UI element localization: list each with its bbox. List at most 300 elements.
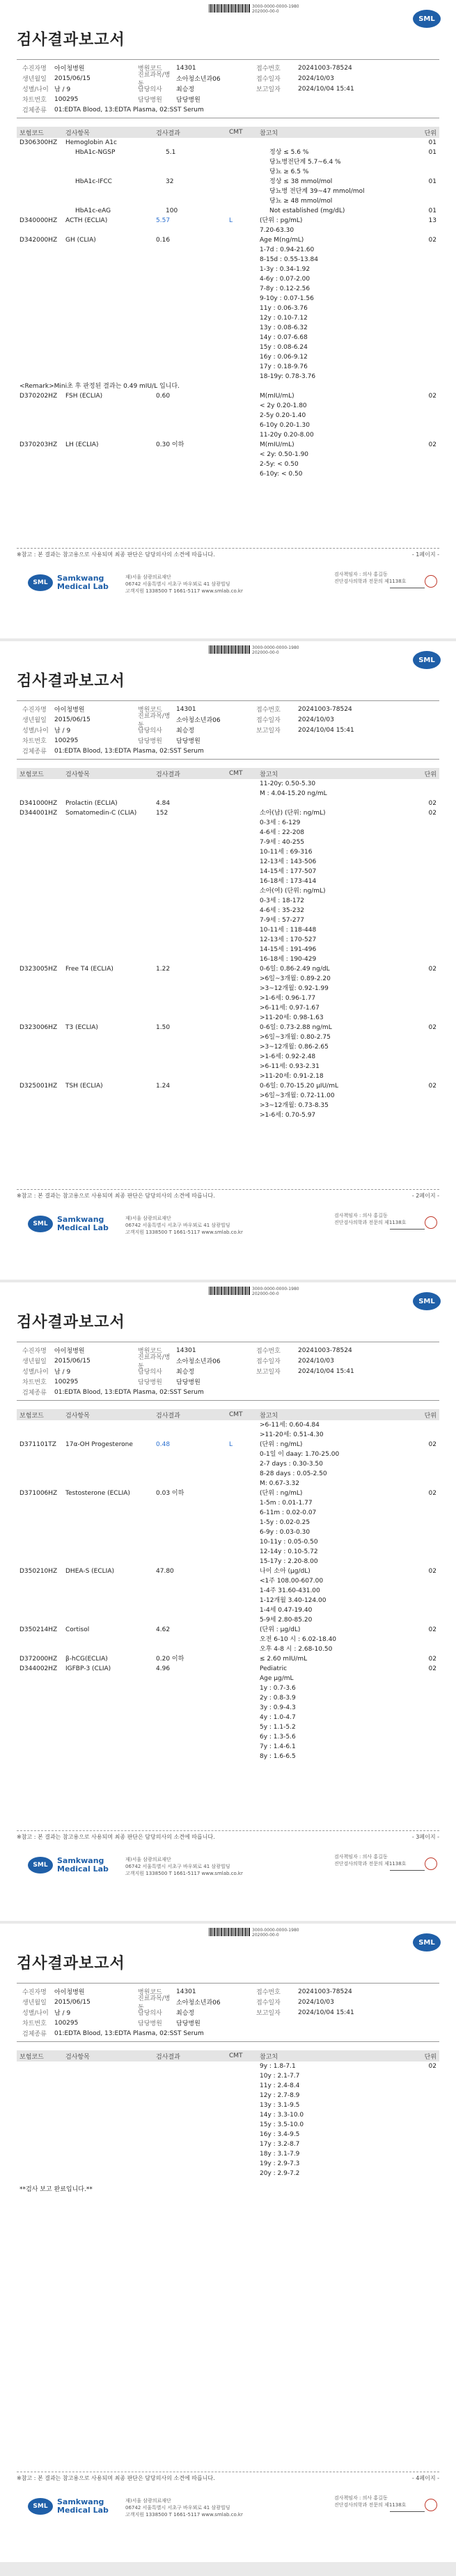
lab-name-1: Samkwang [57, 2497, 104, 2506]
ref-line: >1-6세: 0.92-2.48 [260, 1053, 316, 1060]
row-ref [269, 177, 420, 206]
row-unit: 02 [428, 810, 437, 817]
sml-circle-logo: SML [28, 2498, 53, 2515]
ref-line: 2-5y 0.20-1.40 [260, 412, 306, 419]
info-row [17, 1345, 439, 1356]
ref-line: 1-5y : 0.02-0.25 [260, 1519, 310, 1526]
table-header [17, 2050, 439, 2061]
info-cell: 14301 [176, 1988, 196, 1995]
info-row [17, 63, 439, 73]
row-code: D342000HZ [19, 237, 58, 244]
info-cell: 2015/06/15 [54, 716, 91, 723]
lab-address-line: 재)서울 삼광의료재단 [125, 1857, 171, 1862]
info-cell: 담당병원 [138, 1379, 162, 1386]
row-cmt [239, 177, 269, 206]
ref-line: 15y : 0.08-6.24 [260, 344, 308, 351]
info-cell: 수진자명 [22, 1348, 47, 1355]
info-cell: 남 / 9 [54, 86, 71, 93]
ref-line: 10y : 2.1-7.7 [260, 2073, 300, 2080]
row-name: Testosterone (ECLIA) [65, 1490, 130, 1497]
row-ref [260, 1566, 420, 1625]
row-cmt [229, 235, 260, 382]
top-code-line: 3000-0000-0000-1980 [252, 4, 299, 9]
row-cmt [229, 1489, 260, 1566]
info-cell: 2024/10/04 15:41 [298, 1367, 354, 1375]
table-row [17, 216, 439, 235]
row-ref [260, 964, 420, 1023]
row-unit [420, 1420, 439, 1440]
row-cmt [229, 440, 260, 479]
ref-line: 16-18세 : 173-414 [260, 878, 317, 885]
ref-line: 7-9세 : 40-255 [260, 839, 305, 846]
ref-line: 16y : 0.06-9.12 [260, 354, 308, 361]
row-result: 0.30 이하 [156, 441, 184, 448]
header-unit: 단위 [424, 771, 437, 778]
info-cell: 남 / 9 [54, 728, 71, 735]
info-row [17, 1376, 439, 1387]
ref-line: 8-15d : 0.55-13.84 [260, 256, 318, 263]
ref-line: 11-20y: 0.50-5.30 [260, 780, 316, 787]
row-cmt [239, 206, 269, 216]
ref-line: <1주 108.00-607.00 [260, 1578, 324, 1585]
ref-line: 10-11y : 0.05-0.50 [260, 1539, 318, 1546]
lab-address-line: 06742 서울특별시 서초구 바우뫼로 41 삼광빌딩 [125, 2505, 230, 2511]
lab-logo [28, 574, 109, 591]
info-cell: 2024/10/04 15:41 [298, 726, 354, 734]
header-ref: 참고치 [260, 1412, 278, 1420]
header-name: 검사항목 [65, 2053, 90, 2061]
row-result: 0.16 [156, 237, 171, 244]
ref-line: Age M(ng/mL) [260, 237, 304, 244]
ref-line: (단위 : ng/mL) [260, 1490, 303, 1497]
info-cell: 소아청소년과06 [176, 717, 221, 724]
ref-line: 4y : 1.0-4.7 [260, 1714, 296, 1721]
info-cell: 남 / 9 [54, 2010, 71, 2017]
info-cell: 2024/10/03 [298, 74, 334, 82]
row-ref [260, 779, 420, 799]
info-cell: 차트번호 [22, 1379, 47, 1386]
sml-logo: SML [413, 1933, 441, 1951]
info-row [17, 1986, 439, 1997]
ref-line: (단위 : ng/mL) [260, 1441, 303, 1448]
info-cell: 검체종류 [22, 2031, 47, 2038]
info-cell: 접수번호 [256, 65, 281, 72]
ref-line: M: 0.67-3.32 [260, 1480, 299, 1487]
signature-line: 진단검사의학과 전문의 제1138호 [334, 2502, 407, 2508]
page-number: - 1페이지 - [411, 551, 439, 558]
ref-line: 5-9세 2.80-85.20 [260, 1617, 313, 1624]
page-title: 검사결과보고서 [17, 1314, 125, 1331]
info-cell: 소아청소년과06 [176, 1358, 221, 1365]
row-ref [260, 1440, 420, 1489]
sml-logo: SML [413, 651, 441, 669]
info-cell: 검체종류 [22, 107, 47, 114]
row-ref [260, 2061, 420, 2178]
info-cell: 담당의사 [138, 728, 162, 735]
row-name: Hemoglobin A1c [65, 139, 117, 146]
footnote: ※참고 : 본 결과는 참고용으로 사용되며 최종 판단은 담당의사의 소견에 따릅니다. [17, 551, 215, 558]
info-cell: 보고일자 [256, 728, 281, 735]
top-code [252, 645, 299, 655]
ref-line: 15y : 3.5-10.0 [260, 2121, 304, 2128]
sml-circle-logo: SML [28, 1216, 53, 1232]
ref-line: >1-6세: 0.96-1.77 [260, 995, 316, 1002]
row-code: D370203HZ [19, 441, 58, 448]
info-cell: 20241003-78524 [298, 1988, 352, 1995]
signature-line: 검사책임자 : 의사 홍길동 [334, 1854, 388, 1860]
ref-line: M : 4.04-15.20 ng/mL [260, 790, 327, 797]
ref-line: >6일~3개월: 0.72-11.00 [260, 1092, 335, 1099]
info-row [17, 746, 439, 756]
info-cell: 아이청병원 [54, 65, 85, 72]
table-header [17, 127, 439, 138]
lab-name-2: Medical Lab [57, 1223, 109, 1232]
ref-line: >11-20세: 0.91-2.18 [260, 1073, 324, 1080]
ref-line: 0-6일: 0.86-2.49 ng/dL [260, 966, 330, 973]
table-row [17, 1654, 439, 1664]
info-cell: 담당병원 [176, 2020, 201, 2027]
ref-line: < 2y 0.20-1.80 [260, 402, 307, 409]
row-code: D350214HZ [19, 1626, 58, 1633]
info-cell: 2024/10/04 15:41 [298, 85, 354, 93]
row-ref [260, 1625, 420, 1654]
info-cell: 아이청병원 [54, 1348, 85, 1355]
row-unit: 02 [428, 966, 437, 973]
row-unit: 13 [428, 217, 437, 224]
header-cmt: CMT [229, 2052, 243, 2059]
row-ref [260, 138, 420, 148]
barcode [209, 1287, 251, 1295]
lab-name-1: Samkwang [57, 574, 104, 583]
row-cmt: L [229, 217, 233, 224]
table-row [17, 808, 439, 886]
row-unit: 02 [428, 1626, 437, 1633]
row-cmt [229, 964, 260, 1023]
report-page [0, 1282, 456, 1924]
info-cell: 접수일자 [256, 2000, 281, 2006]
info-cell: 담당병원 [176, 738, 201, 745]
info-row [17, 725, 439, 735]
row-name: ACTH (ECLIA) [65, 217, 108, 224]
ref-line: >3~12개월: 0.73-8.35 [260, 1102, 329, 1109]
row-result [156, 2061, 229, 2178]
ref-line: 2y : 0.8-3.9 [260, 1695, 296, 1702]
lab-address-line: 06742 서울특별시 서초구 바우뫼로 41 삼광빌딩 [125, 581, 230, 587]
info-cell: 01:EDTA Blood, 13:EDTA Plasma, 02:SST Serum [54, 747, 204, 755]
header-code: 보험코드 [19, 2053, 44, 2061]
row-code [17, 148, 65, 177]
info-cell: 20241003-78524 [298, 705, 352, 713]
row-code [17, 886, 65, 964]
ref-line: 정상 ≤ 5.6 % [269, 149, 309, 156]
info-cell: 성별/나이 [22, 86, 49, 93]
info-cell: 차트번호 [22, 2020, 47, 2027]
row-ref [260, 216, 420, 235]
signature-line: 진단검사의학과 전문의 제1138호 [334, 579, 407, 584]
info-cell: 남 / 9 [54, 1369, 71, 1376]
info-cell: 01:EDTA Blood, 13:EDTA Plasma, 02:SST Serum [54, 2029, 204, 2037]
info-cell: 2024/10/03 [298, 716, 334, 723]
info-cell: 14301 [176, 64, 196, 72]
stamp-icon [425, 2499, 437, 2511]
divider [17, 548, 439, 549]
row-unit: 02 [428, 237, 437, 244]
top-code [252, 4, 299, 14]
info-row [17, 1995, 439, 2011]
ref-line: 17y : 3.2-8.7 [260, 2141, 300, 2148]
info-cell: 진료과목/병동 [138, 712, 171, 729]
remark: <Remark>Mini초 후 판정된 결과는 0.49 mIU/L 입니다. [19, 383, 180, 390]
row-name: 17α-OH Progesterone [65, 1441, 133, 1448]
report-page [0, 1924, 456, 2565]
row-unit: 02 [428, 1024, 437, 1031]
ref-line: 1-12개월 3.40-124.00 [260, 1597, 327, 1604]
row-cmt [229, 1654, 260, 1664]
top-code-line: 202000-00-0 [252, 650, 279, 655]
lab-address-line: 고객지원 1338500 T 1661-5117 www.smlab.co.kr [125, 1230, 243, 1235]
top-code-line: 3000-0000-0000-1980 [252, 1928, 299, 1933]
row-unit: 01 [428, 207, 437, 214]
info-cell: 성별/나이 [22, 1369, 49, 1376]
info-cell: 병원코드 [138, 1989, 162, 1996]
header-code: 보험코드 [19, 771, 44, 778]
sml-logo: SML [413, 1292, 441, 1310]
lab-name [57, 1216, 109, 1232]
lab-name-2: Medical Lab [57, 2506, 109, 2515]
row-cmt [229, 391, 260, 440]
row-name: Free T4 (ECLIA) [65, 966, 113, 973]
table-header [17, 1409, 439, 1420]
row-code: D325001HZ [19, 1083, 58, 1090]
row-result: 100 [166, 207, 178, 214]
info-row [17, 84, 439, 94]
ref-line: 14y : 3.3-10.0 [260, 2112, 304, 2119]
ref-line: 8-28 days : 0.05-2.50 [260, 1470, 327, 1477]
row-name [65, 1420, 156, 1440]
stamp-icon [425, 575, 437, 588]
info-cell: 접수번호 [256, 1348, 281, 1355]
table-row [17, 1420, 439, 1440]
row-ref [260, 1664, 420, 1761]
info-cell: 소아청소년과06 [176, 2000, 221, 2006]
ref-line: 11y : 2.4-8.4 [260, 2082, 300, 2089]
ref-line: 19y : 2.9-7.3 [260, 2160, 300, 2167]
signature-icon [390, 1860, 425, 1871]
row-code: D306300HZ [19, 139, 58, 146]
top-code-line: 3000-0000-0000-1980 [252, 1287, 299, 1291]
signature-line: 검사책임자 : 의사 홍길동 [334, 1213, 388, 1218]
ref-line: 1-4주 31.60-431.00 [260, 1587, 320, 1594]
header-cmt: CMT [229, 1411, 243, 1418]
info-cell: 생년월일 [22, 2000, 47, 2006]
row-unit: 01 [428, 139, 437, 146]
info-cell: 차트번호 [22, 738, 47, 745]
row-cmt [229, 1625, 260, 1654]
ref-line: Not established (mg/dL) [269, 207, 345, 214]
signature-line: 진단검사의학과 전문의 제1138호 [334, 1220, 407, 1225]
row-cmt [229, 886, 260, 964]
info-cell: 2024/10/04 15:41 [298, 2009, 354, 2016]
page-number: - 3페이지 - [411, 1834, 439, 1840]
row-cmt [239, 148, 269, 177]
ref-line: 6y : 1.3-5.6 [260, 1734, 296, 1741]
row-name [65, 779, 156, 799]
info-cell: 생년월일 [22, 1358, 47, 1365]
info-cell: 담당의사 [138, 2010, 162, 2017]
lab-name [57, 1857, 109, 1874]
ref-line: 7-9세 : 57-277 [260, 917, 305, 924]
ref-line: 2-5y: < 0.50 [260, 461, 299, 468]
info-cell: 2024/10/03 [298, 1998, 334, 2006]
ref-line: 0-3세 : 18-172 [260, 897, 305, 904]
info-cell: 20241003-78524 [298, 1346, 352, 1354]
row-code: D371006HZ [19, 1490, 58, 1497]
row-code [17, 1420, 65, 1440]
ref-line: 당뇨 ≥ 48 mmol/mol [269, 198, 333, 205]
info-cell: 진료과목/병동 [138, 1353, 171, 1370]
table-row [17, 1023, 439, 1081]
info-cell: 검체종류 [22, 1390, 47, 1397]
ref-line: 당뇨병 전단계 39~47 mmol/mol [269, 188, 365, 195]
signature-icon [390, 1219, 425, 1230]
ref-line: 12y : 0.10-7.12 [260, 315, 308, 322]
info-cell: 100295 [54, 1378, 79, 1385]
info-row [17, 712, 439, 729]
ref-line: 18-19y: 0.78-3.76 [260, 373, 316, 380]
row-cmt [229, 808, 260, 886]
barcode [209, 1928, 251, 1936]
info-cell: 검체종류 [22, 748, 47, 755]
ref-line: 6-10y: < 0.50 [260, 471, 303, 478]
patient-info [17, 700, 439, 760]
row-ref [260, 1023, 420, 1081]
stamp-icon [425, 1216, 437, 1229]
row-ref [260, 1654, 420, 1664]
info-cell: 수진자명 [22, 1989, 47, 1996]
info-cell: 최승정 [176, 2010, 195, 2017]
row-unit: 02 [428, 2063, 437, 2070]
row-result: 5.1 [166, 149, 176, 156]
row-result: 47.80 [156, 1568, 174, 1575]
row-result [156, 779, 229, 799]
signature-icon [390, 578, 425, 588]
header-cmt: CMT [229, 129, 243, 136]
table-row [17, 177, 439, 206]
row-code: D372000HZ [19, 1656, 58, 1663]
lab-logo [28, 1216, 109, 1232]
info-cell: 차트번호 [22, 97, 47, 104]
ref-line: 1-7d : 0.94-21.60 [260, 246, 315, 253]
info-cell: 담당의사 [138, 86, 162, 93]
patient-info [17, 1983, 439, 2042]
table-row [17, 148, 439, 177]
table-row [17, 1664, 439, 1761]
info-cell: 최승정 [176, 86, 195, 93]
row-ref [260, 1489, 420, 1566]
row-ref [269, 148, 420, 177]
row-cmt [229, 799, 260, 808]
ref-line: 14y : 0.07-6.68 [260, 334, 308, 341]
ref-line: 0-3세 : 6-129 [260, 819, 301, 826]
header-code: 보험코드 [19, 1412, 44, 1420]
ref-line: 11-20y 0.20-8.00 [260, 432, 314, 439]
ref-line: 10-11세 : 69-316 [260, 849, 313, 856]
table-row [17, 391, 439, 440]
row-unit: 02 [428, 1665, 437, 1672]
info-cell: 14301 [176, 705, 196, 713]
row-result: 4.84 [156, 800, 171, 807]
header-result: 검사결과 [156, 771, 180, 778]
header-result: 검사결과 [156, 1412, 180, 1420]
lab-name-2: Medical Lab [57, 1864, 109, 1874]
table-row [17, 964, 439, 1023]
lab-name-1: Samkwang [57, 1215, 104, 1224]
lab-address [125, 1856, 243, 1877]
header-name: 검사항목 [65, 129, 90, 137]
lab-name [57, 574, 109, 591]
info-cell: 최승정 [176, 1369, 195, 1376]
lab-address [125, 2497, 243, 2518]
sml-circle-logo: SML [28, 574, 53, 591]
row-ref [260, 1420, 420, 1440]
info-cell: 성별/나이 [22, 2010, 49, 2017]
ref-line: M(mIU/mL) [260, 441, 294, 448]
table-row [17, 1081, 439, 1120]
table-row [17, 206, 439, 216]
lab-address-line: 재)서울 삼광의료재단 [125, 574, 171, 580]
ref-line: 3y : 0.9-4.3 [260, 1704, 296, 1711]
lab-address-line: 재)서울 삼광의료재단 [125, 2498, 171, 2504]
ref-line: >11-20세: 0.51-4.30 [260, 1431, 324, 1438]
ref-line: >6-11세: 0.97-1.67 [260, 1005, 320, 1012]
row-result: 0.48 [156, 1441, 171, 1448]
top-code-line: 202000-00-0 [252, 9, 279, 14]
ref-line: 0-6일: 0.70-15.20 μIU/mL [260, 1083, 338, 1090]
row-ref [269, 206, 420, 216]
ref-line: 14-15세 : 177-507 [260, 868, 317, 875]
ref-line: 1-5m : 0.01-1.77 [260, 1500, 313, 1507]
row-unit: 01 [428, 149, 437, 156]
row-unit: 02 [428, 1490, 437, 1497]
header-code: 보험코드 [19, 129, 44, 137]
row-name: FSH (ECLIA) [65, 393, 103, 400]
row-result [156, 138, 229, 148]
row-result: 1.22 [156, 966, 171, 973]
ref-line: 12-13세 : 170-527 [260, 936, 317, 943]
row-ref [260, 799, 420, 808]
lab-address-line: 재)서울 삼광의료재단 [125, 1216, 171, 1221]
ref-line: ≤ 2.60 mIU/mL [260, 1656, 308, 1663]
info-cell: 2015/06/15 [54, 1998, 91, 2006]
lab-address [125, 1215, 243, 1236]
info-cell: 접수일자 [256, 717, 281, 724]
info-cell: 접수번호 [256, 1989, 281, 1996]
info-row [17, 1366, 439, 1376]
info-cell: 생년월일 [22, 717, 47, 724]
ref-line: 4-6y : 0.07-2.00 [260, 276, 310, 283]
row-cmt [229, 1566, 260, 1625]
info-row [17, 104, 439, 115]
row-ref [260, 886, 420, 964]
top-code-line: 202000-00-0 [252, 1933, 279, 1938]
info-cell: 담당병원 [138, 738, 162, 745]
row-name: IGFBP-3 (CLIA) [65, 1665, 111, 1672]
info-cell: 2015/06/15 [54, 1357, 91, 1365]
row-result: 1.50 [156, 1024, 171, 1031]
row-cmt [229, 2061, 260, 2178]
info-cell: 14301 [176, 1346, 196, 1354]
row-ref [260, 440, 420, 479]
